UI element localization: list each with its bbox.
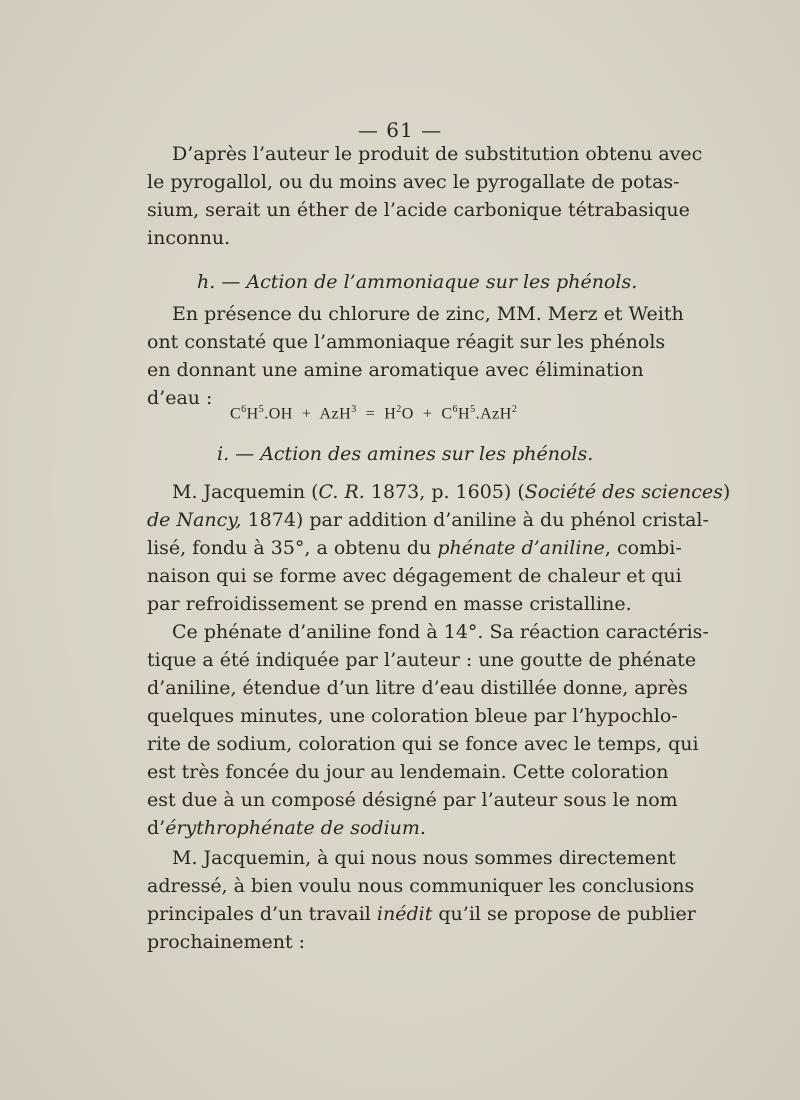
page-number: — 61 — [357,118,443,142]
para4-line-3: d’aniline, étendue d’un litre d’eau distillée donne, après [147,677,688,699]
para3-line-4: naison qui se forme avec dégagement de chaleur et qui [147,565,682,587]
para3-line-5: par refroidissement se prend en masse cristalline. [147,593,632,615]
para3-line-3: lisé, fondu à 35°, a obtenu du phénate d’aniline, combi- [147,537,682,559]
para4-line-7: est due à un composé désigné par l’auteur sous le nom [147,789,678,811]
para1-line-4: inconnu. [147,227,231,249]
para4-line-4: quelques minutes, une coloration bleue par l’hypochlo- [147,705,678,727]
para2-line-2: ont constaté que l’ammoniaque réagit sur les phénols [147,331,666,353]
section-heading-i: i. — Action des amines sur les phénols. [217,443,594,465]
para1-line-1: D’après l’auteur le produit de substitution obtenu avec [172,143,703,165]
para4-line-8: d’érythrophénate de sodium. [147,817,426,839]
para4-line-2: tique a été indiquée par l’auteur : une goutte de phénate [147,649,697,671]
para2-line-1: En présence du chlorure de zinc, MM. Merz et Weith [172,303,684,325]
para3-line-1: M. Jacquemin (C. R. 1873, p. 1605) (Société des sciences) [172,481,731,503]
para4-line-1: Ce phénate d’aniline fond à 14°. Sa réaction caractéris- [172,621,709,643]
para4-line-6: est très foncée du jour au lendemain. Cette coloration [147,761,669,783]
para5-line-2: adressé, à bien voulu nous communiquer les conclusions [147,875,695,897]
para1-line-2: le pyrogallol, ou du moins avec le pyrogallate de potas- [147,171,680,193]
para5-line-4: prochainement : [147,931,306,953]
para3-line-2: de Nancy, 1874) par addition d’aniline à du phénol cristal- [147,509,709,531]
para2-line-4: d’eau : [147,387,213,409]
para5-line-3: principales d’un travail inédit qu’il se propose de publier [147,903,696,925]
para2-line-3: en donnant une amine aromatique avec élimination [147,359,644,381]
chemical-equation: $C^6H^5.OH + AzH^3 = H^2O + C^6H^5.AzH^2$ [230,404,518,423]
section-heading-h: h. — Action de l’ammoniaque sur les phénols. [197,271,638,293]
para4-line-5: rite de sodium, coloration qui se fonce avec le temps, qui [147,733,699,755]
para1-line-3: sium, serait un éther de l’acide carbonique tétrabasique [147,199,690,221]
para5-line-1: M. Jacquemin, à qui nous nous sommes directement [172,847,676,869]
